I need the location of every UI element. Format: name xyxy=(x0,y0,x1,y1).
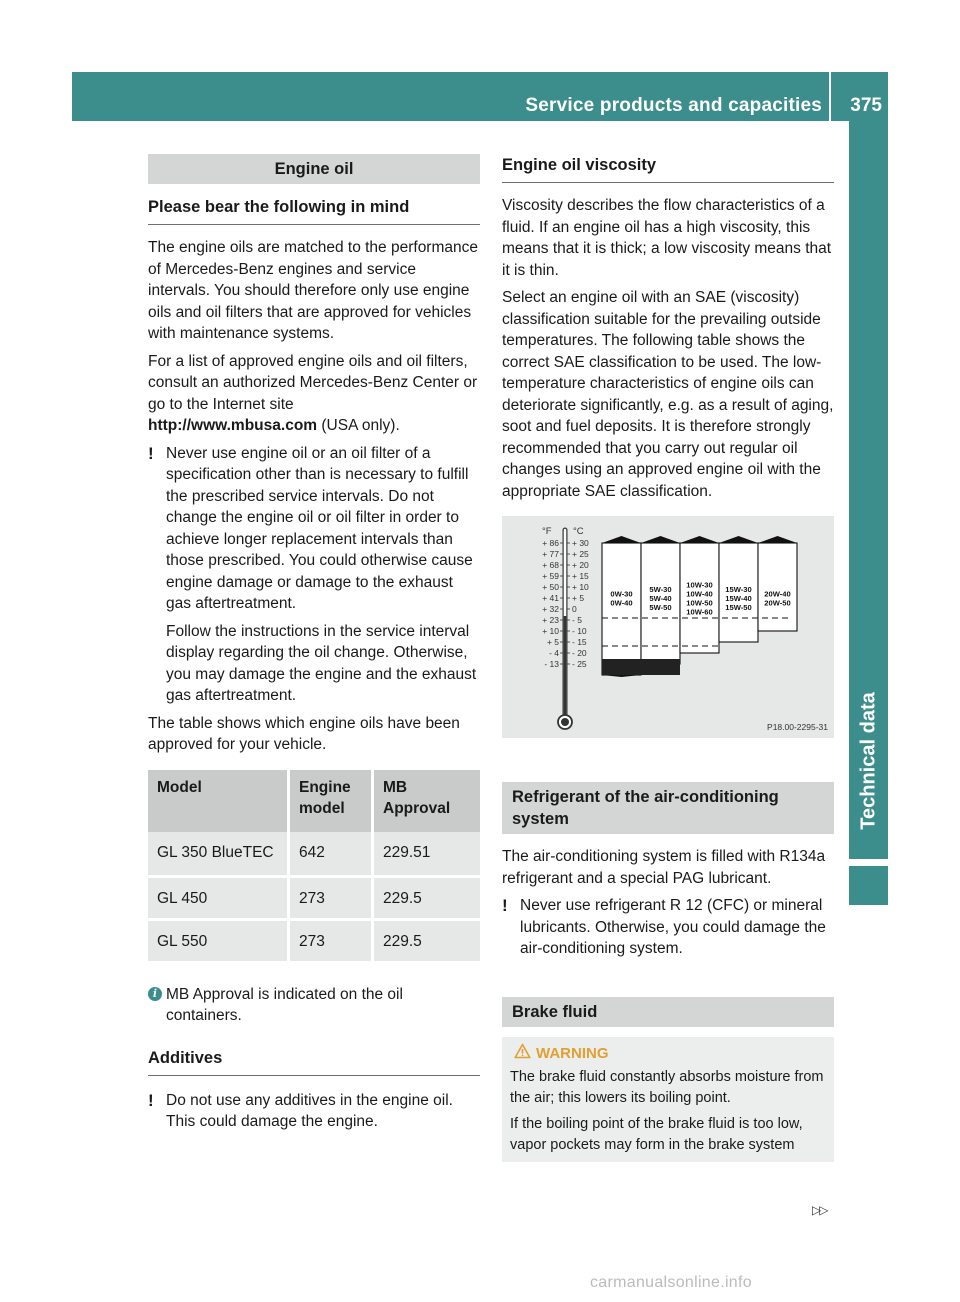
caution-icon: ! xyxy=(502,896,508,915)
celsius-axis-label: °C xyxy=(573,526,584,537)
grade-label: 20W-40 xyxy=(764,589,791,599)
celsius-tick-label: + 25 xyxy=(572,549,589,560)
refrigerant-heading: Refrigerant of the air-conditioning system xyxy=(502,782,834,834)
engine-oil-heading: Engine oil xyxy=(148,154,480,184)
header-bar xyxy=(72,72,888,121)
low-temp-band xyxy=(641,659,680,675)
column-top-arrow xyxy=(719,536,758,543)
table-cell: 642 xyxy=(287,832,371,875)
fahrenheit-tick-label: + 23 xyxy=(542,615,559,626)
fahrenheit-tick-label: - 13 xyxy=(544,659,559,670)
table-cell: GL 350 BlueTEC xyxy=(148,832,287,875)
figure-reference: P18.00-2295-31 xyxy=(767,722,828,732)
celsius-tick-label: - 5 xyxy=(572,615,582,626)
side-tab-marker xyxy=(849,866,888,905)
grade-label: 0W-30 xyxy=(610,589,633,599)
table-row xyxy=(148,875,480,918)
bear-in-mind-heading: Please bear the following in mind xyxy=(148,196,480,225)
table-cell: GL 450 xyxy=(148,875,287,918)
table-cell: 229.5 xyxy=(371,918,480,961)
grade-label: 20W-50 xyxy=(764,598,791,608)
caution-icon: ! xyxy=(148,443,154,463)
oil-specification-text: Never use engine oil or an oil filter of a specification other than is necessary to fulfill the prescribed service intervals. Do not change the engine oil or oil filter in order to achieve longer replacement intervals than those prescribed. You could otherwise cause engine damage or damage to the exhaust gas aftertreatment. xyxy=(166,444,473,612)
fahrenheit-tick-label: + 59 xyxy=(542,571,559,582)
viscosity-column xyxy=(602,543,641,675)
viscosity-heading: Engine oil viscosity xyxy=(502,154,834,183)
celsius-tick-label: + 10 xyxy=(572,582,589,593)
approved-list-suffix: (USA only). xyxy=(321,417,400,434)
fahrenheit-tick-label: + 50 xyxy=(542,582,559,593)
warning-title-text: WARNING xyxy=(536,1044,609,1062)
table-cell: 273 xyxy=(287,875,371,918)
grade-label: 5W-50 xyxy=(649,603,672,612)
header-divider xyxy=(829,72,831,121)
viscosity-chart xyxy=(502,516,834,738)
side-tab-label: Technical data xyxy=(856,692,879,830)
grade-label: 15W-30 xyxy=(725,585,752,594)
fahrenheit-tick-label: + 86 xyxy=(542,538,559,549)
fahrenheit-tick-label: - 4 xyxy=(549,648,559,659)
oil-specification-note xyxy=(148,443,480,707)
low-temp-band xyxy=(602,659,641,675)
grade-label: 5W-40 xyxy=(649,594,672,603)
fahrenheit-tick-label: + 41 xyxy=(542,593,559,604)
right-column xyxy=(502,154,834,1162)
mbusa-link[interactable]: http://www.mbusa.com xyxy=(148,417,318,434)
grade-label: 5W-30 xyxy=(649,585,672,594)
table-header-model: Model xyxy=(148,770,287,832)
table-header-row xyxy=(148,770,480,832)
header-title: Service products and capacities xyxy=(525,95,822,116)
brake-fluid-warning xyxy=(502,1037,834,1162)
additives-note-text: Do not use any additives in the engine oil. This could damage the engine. xyxy=(166,1091,453,1130)
caution-icon: ! xyxy=(148,1090,154,1110)
service-interval-text: Follow the instructions in the service interval display regarding the oil change. Otherwise, you may damage the engine and the exhaust gas aftertreatment. xyxy=(166,622,477,704)
left-column xyxy=(148,154,480,1139)
mb-approval-info xyxy=(148,984,480,1027)
grade-label: 10W-40 xyxy=(686,589,713,599)
fahrenheit-tick-label: + 68 xyxy=(542,560,559,571)
fahrenheit-axis-label: °F xyxy=(542,526,552,537)
approved-list-text: For a list of approved engine oils and oil filters, consult an authorized Mercedes-Benz Center or go to the Internet site xyxy=(148,352,478,413)
engine-oil-paragraph: The engine oils are matched to the performance of Mercedes-Benz engines and service intervals. You should therefore only use engine oils and oil filters that are approved for vehicles with maintenance systems. xyxy=(148,239,478,342)
viscosity-paragraph-2: Select an engine oil with an SAE (viscosity) classification suitable for the prevailing outside temperatures. The following table shows the correct SAE classification to be used. The low-temperature characteristics of engine oils can deteriorate significantly, e.g. as a result of aging, soot and fuel deposits. It is therefore strongly recommended that you carry out regular oil changes using an approved engine oil with the appropriate SAE classification. xyxy=(502,289,834,500)
info-icon: i xyxy=(148,987,162,1001)
viscosity-body xyxy=(502,195,834,502)
brake-fluid-heading: Brake fluid xyxy=(502,997,834,1027)
additives-heading: Additives xyxy=(148,1047,480,1076)
viscosity-paragraph-1: Viscosity describes the flow characteristics of a fluid. If an engine oil has a high viscosity, this means that it is thick; a low viscosity means that it is thin. xyxy=(502,197,832,279)
grade-label: 0W-40 xyxy=(610,598,633,608)
column-top-arrow xyxy=(680,536,719,543)
table-header-mb-approval: MB Approval xyxy=(371,770,480,832)
refrigerant-paragraph: The air-conditioning system is filled with R134a refrigerant and a special PAG lubricant. xyxy=(502,848,826,887)
celsius-tick-label: + 15 xyxy=(572,571,589,582)
grade-label: 15W-50 xyxy=(725,603,752,612)
table-cell: 229.5 xyxy=(371,875,480,918)
grade-label: 15W-40 xyxy=(725,594,752,603)
table-row xyxy=(148,918,480,961)
continued-icon: ▷▷ xyxy=(812,1203,827,1217)
grade-label: 10W-60 xyxy=(686,607,713,617)
column-top-arrow xyxy=(641,536,680,543)
refrigerant-note xyxy=(502,895,834,960)
table-cell: 229.51 xyxy=(371,832,480,875)
table-row xyxy=(148,832,480,875)
grade-label: 10W-50 xyxy=(686,598,713,608)
table-intro: The table shows which engine oils have been approved for your vehicle. xyxy=(148,714,460,753)
fahrenheit-tick-label: + 77 xyxy=(542,549,559,560)
celsius-tick-label: + 5 xyxy=(572,593,585,604)
column-top-arrow xyxy=(602,536,641,543)
table-cell: GL 550 xyxy=(148,918,287,961)
viscosity-chart-svg xyxy=(502,516,834,738)
celsius-tick-label: - 25 xyxy=(572,659,587,670)
thermometer-bulb-fill xyxy=(561,718,569,726)
approved-oils-table xyxy=(148,770,480,961)
fahrenheit-tick-label: + 32 xyxy=(542,604,559,615)
refrigerant-note-text: Never use refrigerant R 12 (CFC) or mineral lubricants. Otherwise, you could damage the air-conditioning system. xyxy=(520,897,826,957)
celsius-tick-label: - 10 xyxy=(572,626,587,637)
fahrenheit-tick-label: + 5 xyxy=(546,637,559,648)
approved-list-paragraph xyxy=(148,351,480,437)
mb-approval-info-text: MB Approval is indicated on the oil containers. xyxy=(166,985,403,1024)
celsius-tick-label: - 15 xyxy=(572,637,587,648)
watermark: carmanualsonline.info xyxy=(590,1274,752,1291)
warning-paragraph-1: The brake fluid constantly absorbs moisture from the air; this lowers its boiling point. xyxy=(510,1068,824,1106)
warning-triangle-icon xyxy=(514,1043,531,1059)
column-bottom-arrow xyxy=(602,675,641,677)
refrigerant-body xyxy=(502,846,834,960)
warning-title xyxy=(510,1043,828,1064)
warning-paragraph-2: If the boiling point of the brake fluid is too low, vapor pockets may form in the brake system xyxy=(510,1115,803,1153)
fahrenheit-tick-label: + 10 xyxy=(542,626,559,637)
additives-note xyxy=(148,1090,480,1133)
engine-oil-body xyxy=(148,237,480,756)
celsius-tick-label: 0 xyxy=(572,604,577,615)
table-cell: 273 xyxy=(287,918,371,961)
column-top-arrow xyxy=(758,536,797,543)
page-number: 375 xyxy=(850,95,882,116)
celsius-tick-label: + 20 xyxy=(572,560,589,571)
grade-label: 10W-30 xyxy=(686,580,713,590)
side-tab-label-wrap xyxy=(849,121,888,859)
table-header-engine-model: Engine model xyxy=(287,770,371,832)
celsius-tick-label: + 30 xyxy=(572,538,589,549)
celsius-tick-label: - 20 xyxy=(572,648,587,659)
